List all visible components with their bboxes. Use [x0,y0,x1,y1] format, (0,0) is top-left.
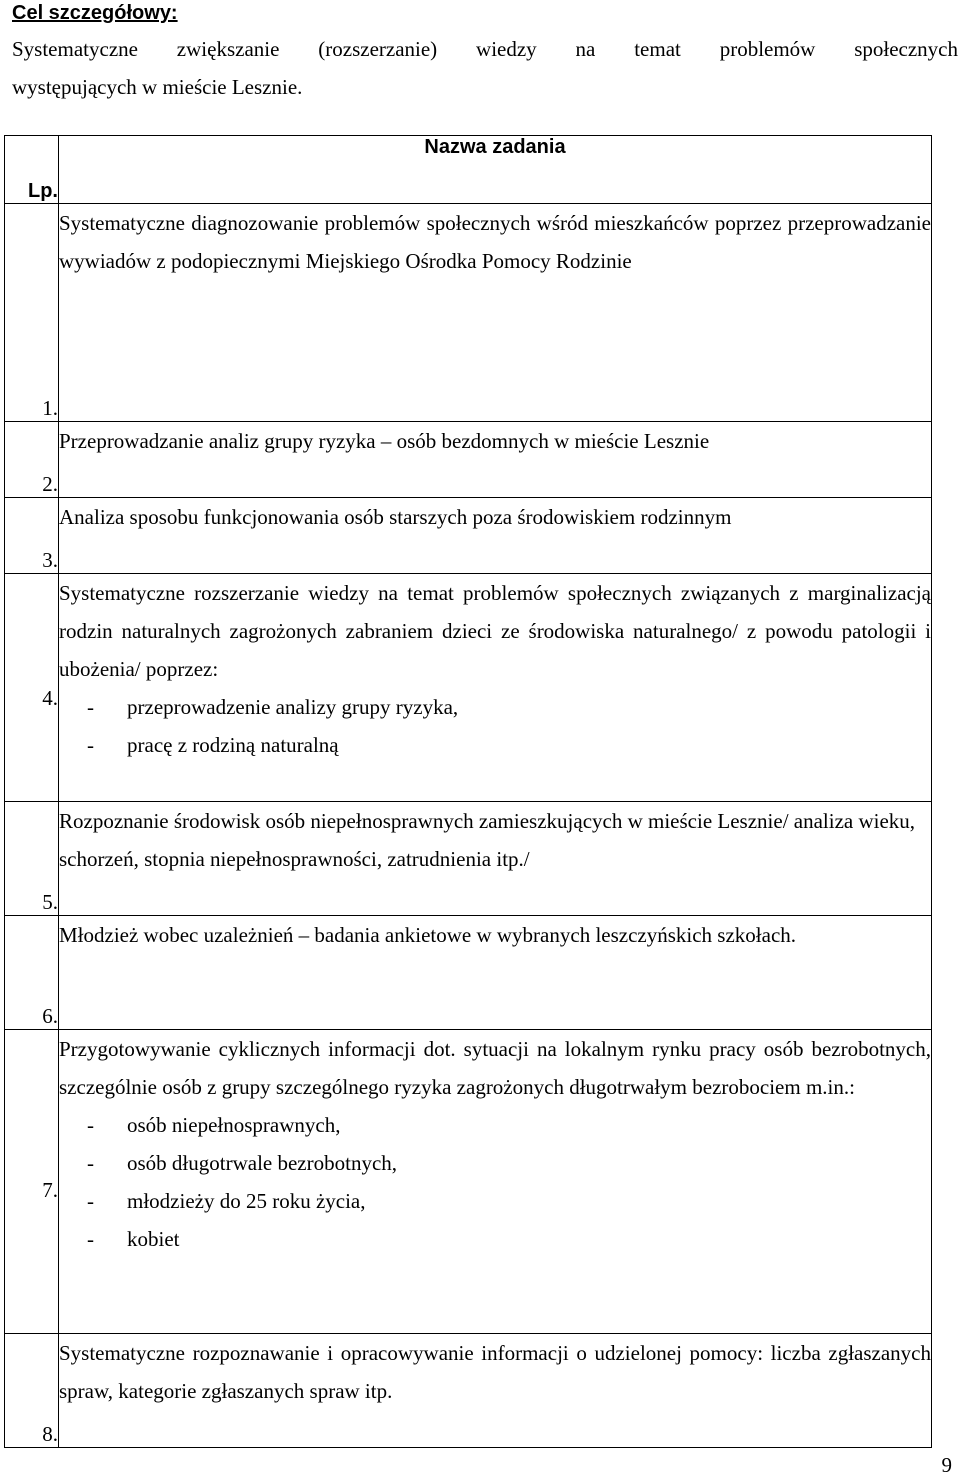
list-item: - osób niepełnosprawnych, [59,1106,931,1144]
row-number: 5. [5,802,59,916]
tasks-table [4,135,932,1448]
table-row [5,422,932,498]
row-number: 1. [5,204,59,422]
task-text: Systematyczne rozpoznawanie i opracowywanie informacji o udzielonej pomocy: liczba zgłaszanych spraw, kategorie zgłaszanych spraw itp. [59,1334,932,1448]
list-item: - osób długotrwale bezrobotnych, [59,1144,931,1182]
goal-line-1: Systematyczne zwiększanie (rozszerzanie) wiedzy na temat problemów społecznych [12,37,958,61]
task-cell [59,1030,932,1334]
task-text: Przygotowywanie cyklicznych informacji dot. sytuacji na lokalnym rynku pracy osób bezrobotnych, szczególnie osób z grupy szczególnego ryzyka zagrożonych długotrwałym bezrobociem m.in.: [59,1037,931,1099]
row-number: 4. [5,574,59,802]
table-row [5,574,932,802]
goal-line-2: występujących w mieście Lesznie. [12,75,303,99]
task-list [59,1106,931,1258]
task-text: Rozpoznanie środowisk osób niepełnosprawnych zamieszkujących w mieście Lesznie/ analiza wieku, schorzeń, stopnia niepełnosprawności, zatrudnienia itp./ [59,802,932,916]
list-item: - pracę z rodziną naturalną [59,726,931,764]
row-number: 3. [5,498,59,574]
table-row [5,1334,932,1448]
list-item: - młodzieży do 25 roku życia, [59,1182,931,1220]
header-task-name: Nazwa zadania [59,136,932,204]
page-number: 9 [941,1453,952,1477]
task-list [59,688,931,764]
task-text: Młodzież wobec uzależnień – badania ankietowe w wybranych leszczyńskich szkołach. [59,916,932,1030]
list-item: - kobiet [59,1220,931,1258]
goal-paragraph [12,30,958,106]
list-item: - przeprowadzenie analizy grupy ryzyka, [59,688,931,726]
table-row [5,1030,932,1334]
task-text: Systematyczne rozszerzanie wiedzy na temat problemów społecznych związanych z marginalizacją rodzin naturalnych zagrożonych zabraniem dzieci ze środowiska naturalnego/ z powodu patologii i ubożenia/ poprzez: [59,581,931,681]
header-lp: Lp. [5,136,59,204]
task-cell [59,574,932,802]
task-text: Przeprowadzanie analiz grupy ryzyka – osób bezdomnych w mieście Lesznie [59,422,932,498]
table-row [5,204,932,422]
section-heading: Cel szczegółowy: [12,2,178,24]
table-row [5,498,932,574]
task-text: Analiza sposobu funkcjonowania osób starszych poza środowiskiem rodzinnym [59,498,932,574]
table-header-row [5,136,932,204]
row-number: 6. [5,916,59,1030]
row-number: 8. [5,1334,59,1448]
table-row [5,916,932,1030]
row-number: 7. [5,1030,59,1334]
table-row [5,802,932,916]
task-text: Systematyczne diagnozowanie problemów społecznych wśród mieszkańców poprzez przeprowadzanie wywiadów z podopiecznymi Miejskiego Ośrodka Pomocy Rodzinie [59,204,932,422]
row-number: 2. [5,422,59,498]
